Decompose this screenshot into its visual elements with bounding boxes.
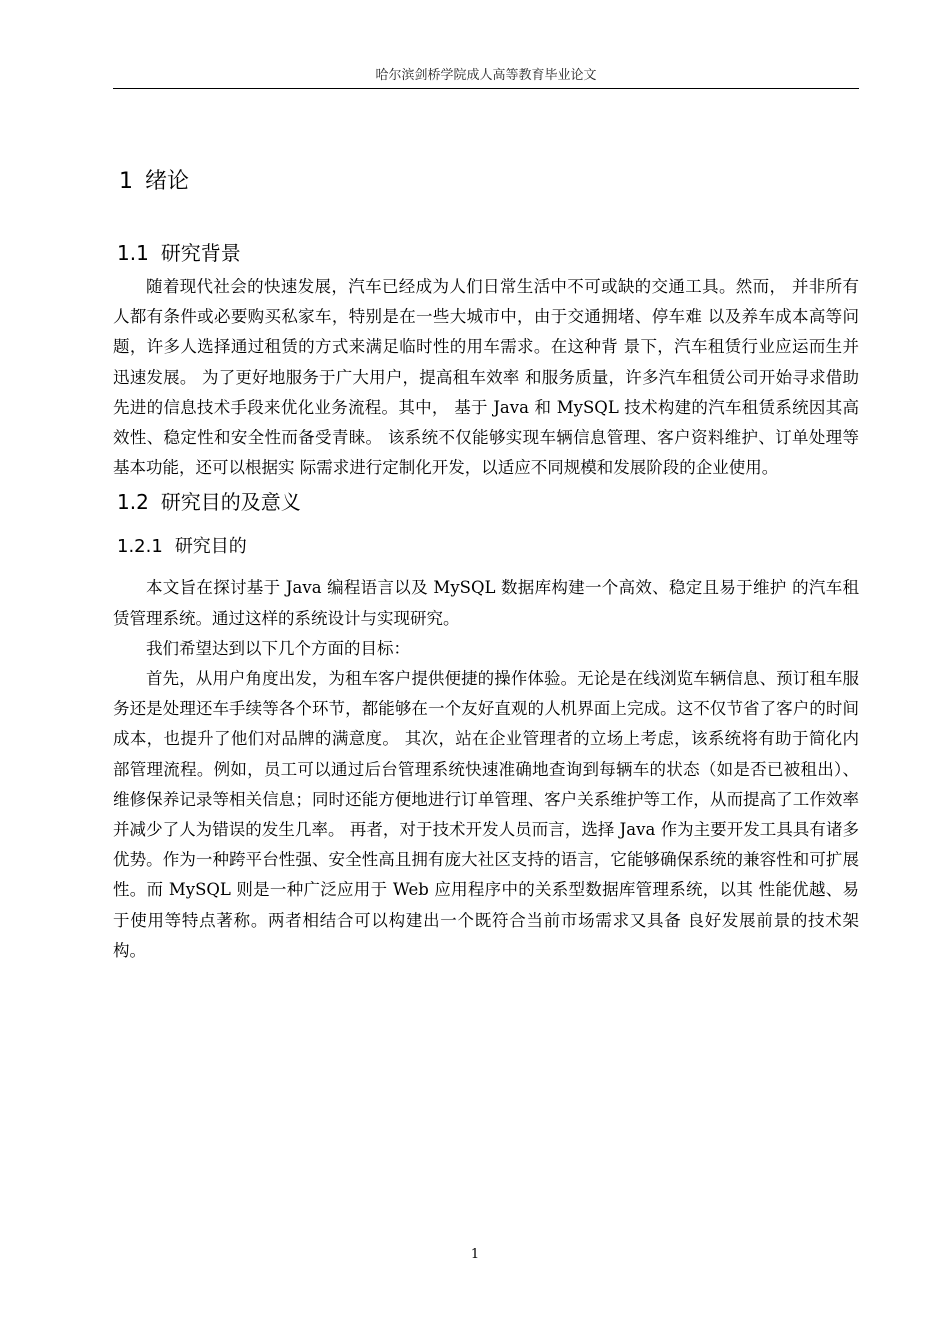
document-body xyxy=(113,150,859,966)
chapter-number: 1 xyxy=(119,169,133,194)
background-paragraph: 随着现代社会的快速发展，汽车已经成为人们日常生活中不可或缺的交通工具。然而， 并非所有人都有条件或必要购买私家车，特别是在一些大城市中，由于交通拥堵、停车难 以及养车成本高等问题，许多人选择通过租赁的方式来满足临时性的用车需求。在这种背 景下，汽车租赁行业应运而生并迅速发展。 为了更好地服务于广大用户，提高租车效率 和服务质量，许多汽车租赁公司开始寻求借助先进的信息技术手段来优化业务流程。其中， 基于 Java 和 MySQL 技术构建的汽车租赁系统因其高效性、稳定性和安全性而备受青睐。 该系统不仅能够实现车辆信息管理、客户资料维护、订单处理等基本功能，还可以根据实 际需求进行定制化开发，以适应不同规模和发展阶段的企业使用。 xyxy=(113,277,859,478)
section-heading-1-1 xyxy=(117,236,859,270)
section-title: 研究目的及意义 xyxy=(160,490,301,515)
subsection-heading-1-2-1 xyxy=(117,529,859,565)
chapter-heading xyxy=(119,162,859,202)
page-number: 1 xyxy=(470,1247,480,1262)
goals-intro-paragraph: 我们希望达到以下几个方面的目标： xyxy=(146,638,410,658)
section-number: 1.2 xyxy=(117,490,149,515)
section-title: 研究背景 xyxy=(160,241,241,265)
section-heading-1-2 xyxy=(117,485,859,519)
chapter-title: 绪论 xyxy=(145,169,190,194)
page-header: 哈尔滨剑桥学院成人高等教育毕业论文 xyxy=(375,68,597,83)
subsection-title: 研究目的 xyxy=(174,536,247,558)
purpose-paragraph: 本文旨在探讨基于 Java 编程语言以及 MySQL 数据库构建一个高效、稳定且易于维护 的汽车租赁管理系统。通过这样的系统设计与实现研究。 xyxy=(113,578,859,628)
header-divider xyxy=(113,88,859,89)
goals-detail-paragraph: 首先，从用户角度出发，为租车客户提供便捷的操作体验。无论是在线浏览车辆信息、预订租车服务还是处理还车手续等各个环节，都能够在一个友好直观的人机界面上完成。这不仅节省了客户的时间成本，也提升了他们对品牌的满意度。 其次，站在企业管理者的立场上考虑，该系统将有助于简化内部管理流程。例如，员工可以通过后台管理系统快速准确地查询到每辆车的状态（如是否已被租出）、维修保养记录等相关信息；同时还能方便地进行订单管理、客户关系维护等工作，从而提高了工作效率并减少了人为错误的发生几率。 再者，对于技术开发人员而言，选择 Java 作为主要开发工具具有诸多优势。作为一种跨平台性强、安全性高且拥有庞大社区支持的语言，它能够确保系统的兼容性和可扩展性。而 MySQL 则是一种广泛应用于 Web 应用程序中的关系型数据库管理系统，以其 性能优越、易于使用等特点著称。两者相结合可以构建出一个既符合当前市场需求又具备 良好发展前景的技术架构。 xyxy=(113,669,859,960)
section-number: 1.1 xyxy=(117,241,149,265)
subsection-number: 1.2.1 xyxy=(117,536,163,558)
